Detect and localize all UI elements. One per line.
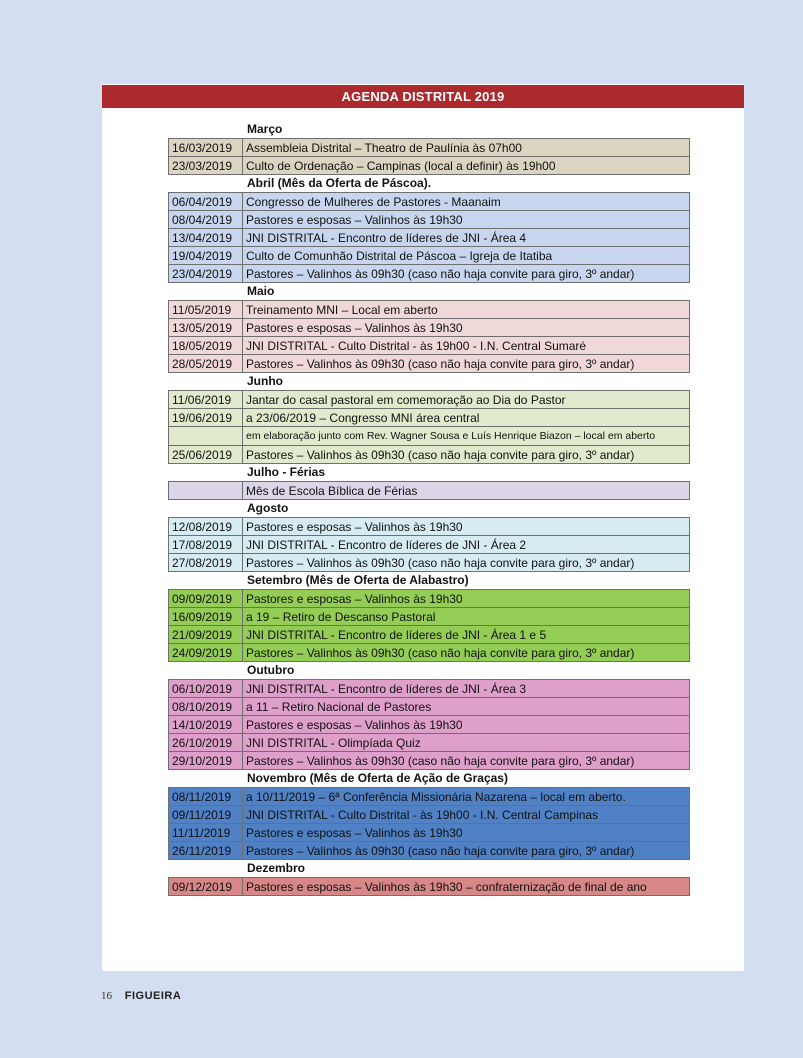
agenda-date [169, 427, 243, 445]
agenda-row [168, 625, 690, 644]
agenda-row [168, 156, 690, 175]
agenda-row [168, 751, 690, 770]
agenda-row [168, 481, 690, 500]
agenda-date: 09/12/2019 [169, 878, 243, 895]
agenda-row [168, 427, 690, 446]
agenda-row [168, 733, 690, 752]
agenda-date: 13/05/2019 [169, 319, 243, 336]
agenda-event: Pastores – Valinhos às 09h30 (caso não haja convite para giro, 3º andar) [246, 844, 635, 858]
agenda-row [168, 264, 690, 283]
agenda-date [169, 482, 243, 499]
page-footer [101, 990, 181, 1002]
agenda-date: 17/08/2019 [169, 536, 243, 553]
agenda-row [168, 607, 690, 626]
month-heading-marco: Março [247, 122, 283, 136]
agenda-event: a 23/06/2019 – Congresso MNI área central [246, 411, 480, 425]
agenda-event: Pastores – Valinhos às 09h30 (caso não haja convite para giro, 3º andar) [246, 646, 635, 660]
agenda-event: Culto de Comunhão Distrital de Páscoa – Igreja de Itatiba [246, 249, 553, 263]
month-heading-abril: Abril (Mês da Oferta de Páscoa). [247, 176, 432, 190]
agenda-date: 08/04/2019 [169, 211, 243, 228]
agenda-event: JNI DISTRITAL - Culto Distrital - às 19h00 - I.N. Central Sumaré [246, 339, 587, 353]
agenda-event: a 19 – Retiro de Descanso Pastoral [246, 610, 436, 624]
agenda-row [168, 445, 690, 464]
agenda-date: 08/10/2019 [169, 698, 243, 715]
agenda-date: 12/08/2019 [169, 518, 243, 535]
agenda-title-banner: AGENDA DISTRITAL 2019 [102, 85, 744, 108]
agenda-date: 06/04/2019 [169, 193, 243, 210]
agenda-date: 25/06/2019 [169, 446, 243, 463]
agenda-row [168, 877, 690, 896]
agenda-date: 26/11/2019 [169, 842, 243, 859]
agenda-date: 09/09/2019 [169, 590, 243, 607]
agenda-date: 18/05/2019 [169, 337, 243, 354]
month-heading-maio: Maio [247, 284, 275, 298]
agenda-row [168, 787, 690, 806]
agenda-row [168, 390, 690, 409]
agenda-date: 19/06/2019 [169, 409, 243, 426]
agenda-date: 16/03/2019 [169, 139, 243, 156]
agenda-date: 19/04/2019 [169, 247, 243, 264]
agenda-event: JNI DISTRITAL - Culto Distrital - às 19h00 - I.N. Central Campinas [246, 808, 599, 822]
month-heading-novembro: Novembro (Mês de Oferta de Ação de Graças) [247, 771, 508, 785]
agenda-row [168, 354, 690, 373]
agenda-event: JNI DISTRITAL - Encontro de líderes de JNI - Área 2 [246, 538, 527, 552]
agenda-event: Pastores – Valinhos às 09h30 (caso não haja convite para giro, 3º andar) [246, 448, 635, 462]
agenda-event: Assembleia Distrital – Theatro de Paulínia às 07h00 [246, 141, 522, 155]
agenda-event: Pastores e esposas – Valinhos às 19h30 [246, 321, 463, 335]
agenda-date: 26/10/2019 [169, 734, 243, 751]
agenda-event: JNI DISTRITAL - Encontro de líderes de JNI - Área 1 e 5 [246, 628, 547, 642]
agenda-row [168, 841, 690, 860]
agenda-row [168, 517, 690, 536]
agenda-table [168, 121, 690, 896]
month-heading-dezembro: Dezembro [247, 861, 306, 875]
agenda-event: JNI DISTRITAL - Encontro de líderes de JNI - Área 4 [246, 231, 527, 245]
agenda-date: 23/03/2019 [169, 157, 243, 174]
agenda-date: 06/10/2019 [169, 680, 243, 697]
agenda-row [168, 408, 690, 427]
agenda-row [168, 805, 690, 824]
agenda-event: Mês de Escola Bíblica de Férias [246, 484, 418, 498]
agenda-event: Congresso de Mulheres de Pastores - Maanaim [246, 195, 501, 209]
agenda-date: 11/05/2019 [169, 301, 243, 318]
month-heading-agosto: Agosto [247, 501, 289, 515]
agenda-event: Pastores – Valinhos às 09h30 (caso não haja convite para giro, 3º andar) [246, 556, 635, 570]
agenda-row [168, 318, 690, 337]
agenda-row [168, 589, 690, 608]
agenda-date: 21/09/2019 [169, 626, 243, 643]
agenda-row [168, 679, 690, 698]
agenda-row [168, 823, 690, 842]
agenda-event: Pastores e esposas – Valinhos às 19h30 [246, 718, 463, 732]
month-heading-setembro: Setembro (Mês de Oferta de Alabastro) [247, 573, 469, 587]
agenda-date: 11/06/2019 [169, 391, 243, 408]
agenda-date: 23/04/2019 [169, 265, 243, 282]
agenda-row [168, 336, 690, 355]
agenda-date: 16/09/2019 [169, 608, 243, 625]
agenda-date: 24/09/2019 [169, 644, 243, 661]
agenda-event: JNI DISTRITAL - Encontro de líderes de JNI - Área 3 [246, 682, 527, 696]
brand-logo: FIGUEIRA [124, 990, 182, 1002]
agenda-event: Pastores – Valinhos às 09h30 (caso não haja convite para giro, 3º andar) [246, 357, 635, 371]
month-heading-julho: Julho - Férias [247, 465, 326, 479]
agenda-date: 29/10/2019 [169, 752, 243, 769]
agenda-date: 27/08/2019 [169, 554, 243, 571]
agenda-row [168, 246, 690, 265]
agenda-event: Pastores – Valinhos às 09h30 (caso não haja convite para giro, 3º andar) [246, 754, 635, 768]
agenda-date: 09/11/2019 [169, 806, 243, 823]
agenda-event: Pastores e esposas – Valinhos às 19h30 [246, 826, 463, 840]
agenda-event: a 10/11/2019 – 6ª Conferência Missionária Nazarena – local em aberto. [246, 790, 626, 804]
agenda-row [168, 228, 690, 247]
agenda-event: Pastores e esposas – Valinhos às 19h30 [246, 592, 463, 606]
agenda-event: Pastores e esposas – Valinhos às 19h30 – confraternização de final de ano [246, 880, 647, 894]
agenda-row [168, 715, 690, 734]
month-heading-outubro: Outubro [247, 663, 295, 677]
agenda-row [168, 553, 690, 572]
agenda-row [168, 300, 690, 319]
agenda-row [168, 643, 690, 662]
agenda-event: Pastores e esposas – Valinhos às 19h30 [246, 520, 463, 534]
agenda-event: JNI DISTRITAL - Olimpíada Quiz [246, 736, 421, 750]
agenda-date: 28/05/2019 [169, 355, 243, 372]
agenda-date: 08/11/2019 [169, 788, 243, 805]
agenda-event: Jantar do casal pastoral em comemoração ao Dia do Pastor [246, 393, 566, 407]
agenda-date: 11/11/2019 [169, 824, 243, 841]
agenda-row [168, 535, 690, 554]
agenda-event: Pastores – Valinhos às 09h30 (caso não haja convite para giro, 3º andar) [246, 267, 635, 281]
page-number: 16 [101, 990, 112, 1002]
agenda-date: 13/04/2019 [169, 229, 243, 246]
agenda-event: Culto de Ordenação – Campinas (local a definir) às 19h00 [246, 159, 556, 173]
agenda-event: Pastores e esposas – Valinhos às 19h30 [246, 213, 463, 227]
agenda-event: em elaboração junto com Rev. Wagner Sousa e Luís Henrique Biazon – local em aberto [246, 430, 656, 442]
agenda-row [168, 210, 690, 229]
agenda-row [168, 192, 690, 211]
agenda-date: 14/10/2019 [169, 716, 243, 733]
agenda-event: a 11 – Retiro Nacional de Pastores [246, 700, 432, 714]
agenda-event: Treinamento MNI – Local em aberto [246, 303, 438, 317]
agenda-row [168, 138, 690, 157]
agenda-row [168, 697, 690, 716]
month-heading-junho: Junho [247, 374, 283, 388]
